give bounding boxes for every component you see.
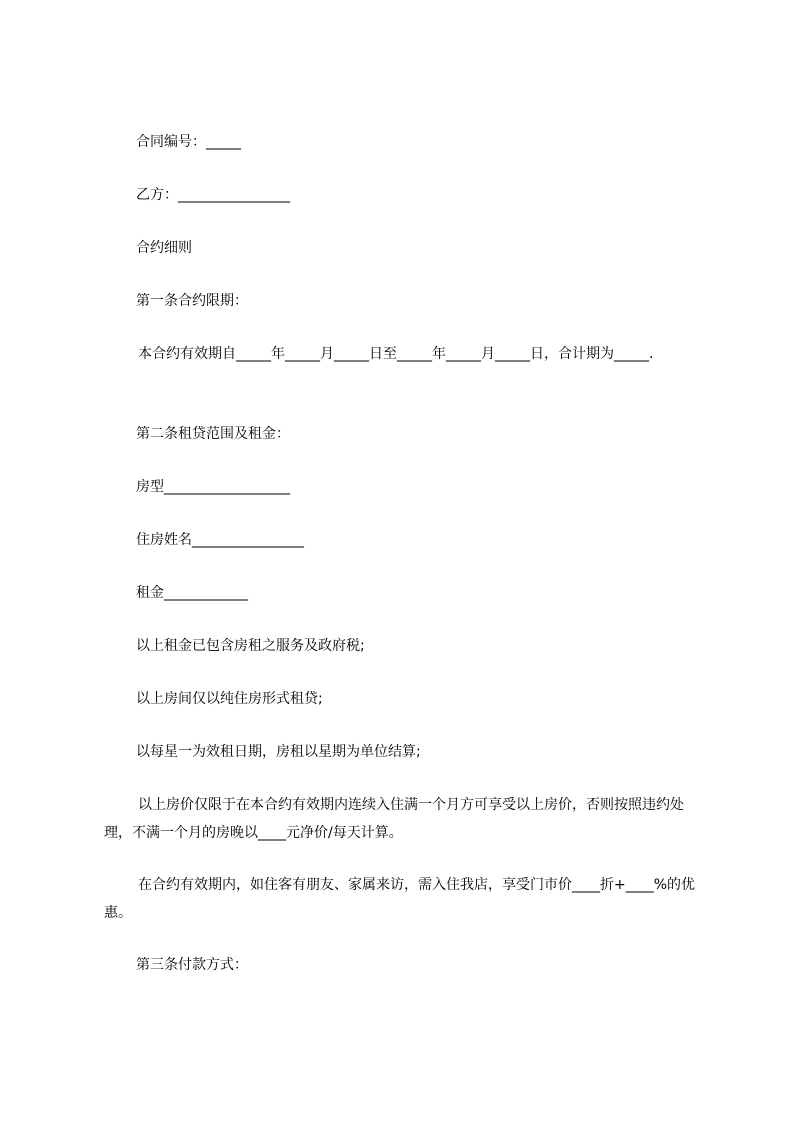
article-2-heading: 第二条租贷范围及租金：: [136, 426, 290, 442]
party-b: 乙方：________________: [136, 187, 290, 203]
section-heading-terms: 合约细则: [136, 240, 192, 256]
contract-number: 合同编号：_____: [136, 134, 241, 150]
guest-name-line: 住房姓名________________: [136, 532, 304, 548]
room-rate-condition: 以上房价仅限于在本合约有效期内连续入住满一个月方可享受以上房价，否则按照违约处理，不满一个月的房晚以____元净价/每天计算。: [104, 797, 684, 841]
rent-includes-note: 以上租金已包含房租之服务及政府税;: [136, 638, 365, 654]
article-1-validity: 本合约有效期自_____年_____月_____日至_____年_____月_____日，合计期为_____.: [138, 346, 654, 362]
article-3-heading: 第三条付款方式：: [136, 957, 248, 973]
visitor-discount: 在合约有效期内，如住客有朋友、家属来访，需入住我店，享受门市价____折+____%的优惠。: [104, 877, 696, 921]
article-1-heading: 第一条合约限期：: [136, 293, 248, 309]
billing-cycle-note: 以每星一为效租日期，房租以星期为单位结算;: [136, 744, 421, 760]
room-type-line: 房型__________________: [136, 479, 290, 495]
room-usage-note: 以上房间仅以纯住房形式租贷;: [136, 691, 323, 707]
rent-line: 租金____________: [136, 585, 248, 601]
